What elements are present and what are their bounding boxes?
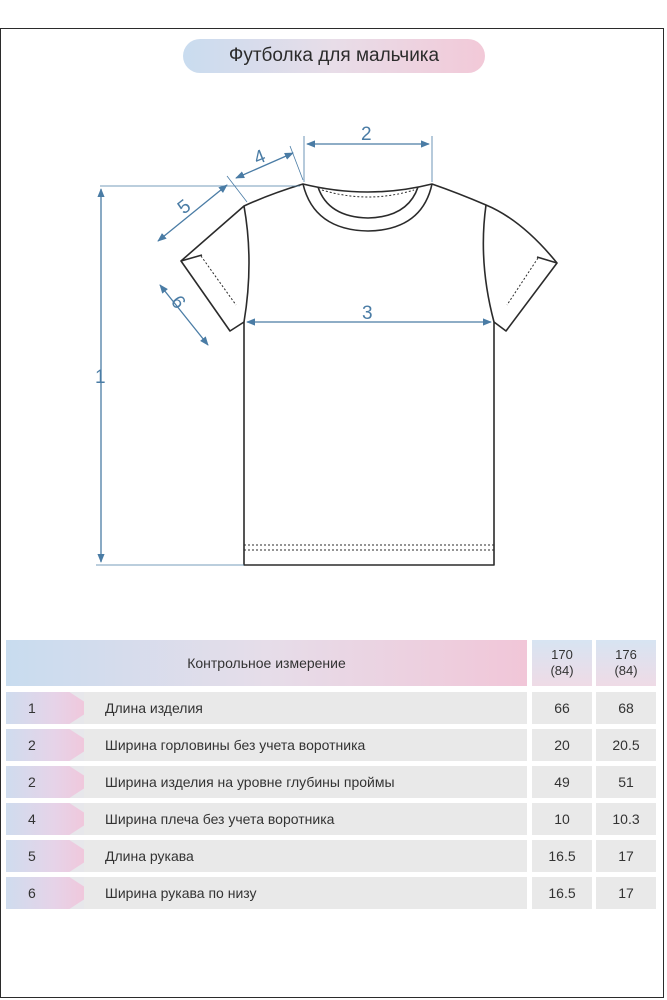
row-number: 2 xyxy=(28,737,36,753)
row-label: Длина рукава xyxy=(105,848,194,864)
chest-value: (84) xyxy=(614,663,638,678)
dimension-label-4: 4 xyxy=(251,145,269,170)
row-value-176: 68 xyxy=(596,692,656,724)
row-label: Длина изделия xyxy=(105,700,203,716)
row-value-176: 17 xyxy=(596,840,656,872)
row-label: Ширина изделия на уровне глубины проймы xyxy=(105,774,395,790)
row-number: 5 xyxy=(28,848,36,864)
row-value-170: 49 xyxy=(532,766,592,798)
table-row xyxy=(6,877,662,909)
dimension-label-5: 5 xyxy=(173,195,196,219)
row-value-170: 20 xyxy=(532,729,592,761)
table-header-label: Контрольное измерение xyxy=(187,655,346,671)
row-number: 1 xyxy=(28,700,36,716)
page-title: Футболка для мальчика xyxy=(183,39,485,73)
row-label: Ширина горловины без учета воротника xyxy=(105,737,366,753)
table-row xyxy=(6,729,662,761)
row-value-176: 20.5 xyxy=(596,729,656,761)
row-number: 2 xyxy=(28,774,36,790)
row-value-176: 17 xyxy=(596,877,656,909)
tshirt-outline xyxy=(181,184,557,565)
row-value-170: 16.5 xyxy=(532,877,592,909)
dimension-label-1: 1 xyxy=(95,367,106,388)
row-value-176: 10.3 xyxy=(596,803,656,835)
size-column-header-176 xyxy=(596,640,656,686)
table-row xyxy=(6,840,662,872)
row-value-170: 16.5 xyxy=(532,840,592,872)
dimension-label-6: 6 xyxy=(166,291,190,314)
chest-value: (84) xyxy=(550,663,574,678)
table-header-title xyxy=(6,640,527,686)
table-row xyxy=(6,692,662,724)
size-value: 170 xyxy=(551,647,573,662)
row-label: Ширина плеча без учета воротника xyxy=(105,811,335,827)
dimension-label-3: 3 xyxy=(362,303,373,324)
table-row xyxy=(6,803,662,835)
row-value-170: 10 xyxy=(532,803,592,835)
row-value-170: 66 xyxy=(532,692,592,724)
row-label: Ширина рукава по низу xyxy=(105,885,257,901)
table-row xyxy=(6,766,662,798)
dimension-label-2: 2 xyxy=(361,124,372,145)
row-number: 6 xyxy=(28,885,36,901)
row-number: 4 xyxy=(28,811,36,827)
size-value: 176 xyxy=(615,647,637,662)
row-value-176: 51 xyxy=(596,766,656,798)
size-column-header-170 xyxy=(532,640,592,686)
